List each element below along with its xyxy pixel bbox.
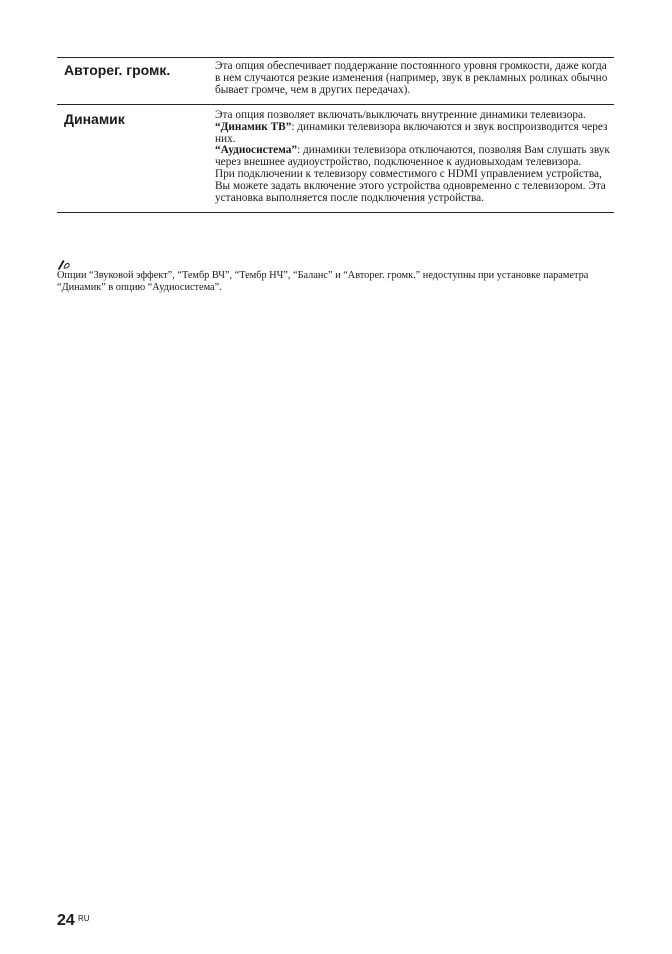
note-pencil-icon (57, 258, 71, 270)
option-tv-speaker-text: : динамики телевизора включаются и звук воспроизводится через них. (215, 120, 608, 145)
option-audio-system-label: “Аудиосистема” (215, 144, 298, 157)
speaker-hdmi-note: При подключении к телевизору совместимого с HDMI управлением устройства, Вы можете задать включение этого устройства одновременно с телевизором. Эта установка выполняется после подключения устройства. (215, 168, 606, 205)
settings-table (57, 57, 614, 213)
table-row (57, 105, 614, 213)
term-auto-volume: Авторег. громк. (64, 62, 171, 78)
option-audio-system-text: : динамики телевизора отключаются, позволяя Вам слушать звук через внешнее аудиоустройство, подключенное к аудиовыходам телевизора. (215, 144, 610, 169)
note-block (57, 258, 617, 293)
page-number: 24 (57, 912, 75, 929)
option-tv-speaker-label: “Динамик ТВ” (215, 120, 292, 133)
table-row (57, 58, 614, 105)
term-speaker: Динамик (64, 110, 125, 127)
desc-speaker (215, 110, 614, 205)
speaker-intro: Эта опция позволяет включать/выключать внутренние динамики телевизора. (215, 108, 586, 121)
page-language: RU (78, 914, 90, 923)
note-text: Опции “Звуковой эффект”, “Тембр ВЧ”, “Тембр НЧ”, “Баланс” и “Авторег. громк.” недоступны при установке параметра “Динамик” в опцию “Аудиосистема”. (57, 270, 589, 293)
desc-auto-volume: Эта опция обеспечивает поддержание постоянного уровня громкости, даже когда в нем случаются резкие изменения (например, звук в рекламных роликах обычно бывает громче, чем в других передачах). (215, 60, 608, 96)
